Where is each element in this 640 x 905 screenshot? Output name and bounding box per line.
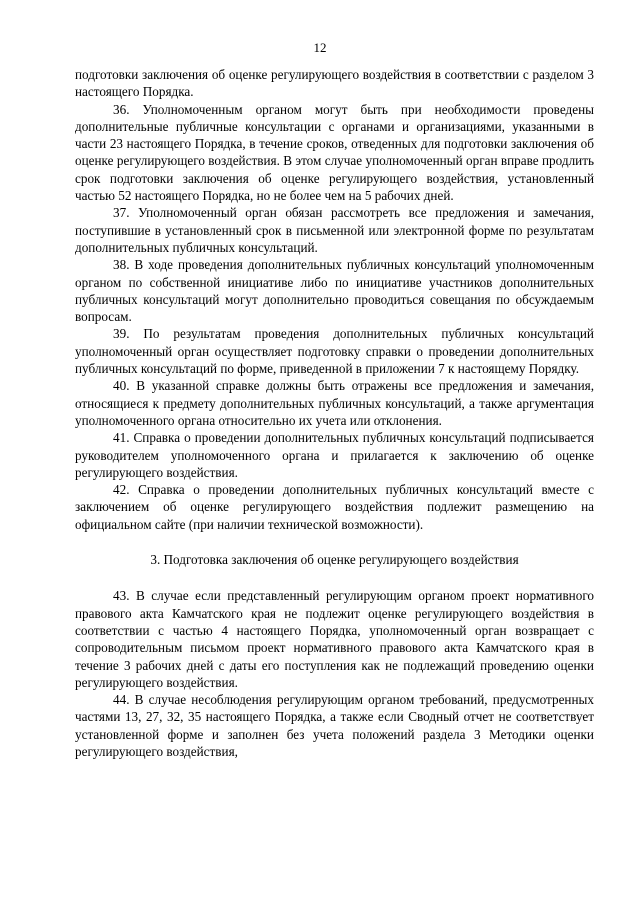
- paragraph-40: 40. В указанной справке должны быть отражены все предложения и замечания, относящиеся к предмету дополнительных публичных консультаций, а также аргументация уполномоченного органа относительно их учета или отклонения.: [75, 378, 594, 428]
- paragraph-39: 39. По результатам проведения дополнительных публичных консультаций уполномоченный орган осуществляет подготовку справки о проведении дополнительных публичных консультаций по форме, приведенной в приложении 7 к настоящему Порядку.: [75, 326, 594, 377]
- paragraph-43: 43. В случае если представленный регулирующим органом проект нормативного правового акта Камчатского края не подлежит оценке регулирующего воздействия в соответствии с частью 4 настоящего Порядка, уполномоченный орган возвращает с сопроводительным письмом проект нормативного правового акта Камчатского края в течение 3 рабочих дней с даты его поступления как не подлежащий проведению оценки регулирующего воздействия.: [75, 588, 594, 690]
- page-number: 12: [313, 40, 327, 55]
- section-title: 3. Подготовка заключения об оценке регулирующего воздействия: [150, 552, 519, 568]
- paragraph-continuation: подготовки заключения об оценке регулирующего воздействия в соответствии с разделом 3 настоящего Порядка.: [75, 67, 594, 100]
- paragraph-44: 44. В случае несоблюдения регулирующим органом требований, предусмотренных частями 13, 27, 32, 35 настоящего Порядка, а также если Сводный отчет не соответствует установленной форме и заполнен без учета положений раздела 3 Методики оценки регулирующего воздействия,: [75, 692, 594, 759]
- paragraph-41: 41. Справка о проведении дополнительных публичных консультаций подписывается руководителем уполномоченного органа и прилагается к заключению об оценке регулирующего воздействия.: [75, 430, 594, 480]
- paragraph-42: 42. Справка о проведении дополнительных публичных консультаций вместе с заключением об оценке регулирующего воздействия подлежит размещению на официальном сайте (при наличии технической возможности).: [75, 482, 594, 532]
- paragraph-36: 36. Уполномоченным органом могут быть при необходимости проведены дополнительные публичные консультации с органами и организациями, указанными в части 23 настоящего Порядка, в течение сроков, отведенных для подготовки заключения об оценке регулирующего воздействия. В этом случае уполномоченный орган вправе продлить срок подготовки заключения об оценке регулирующего воздействия, установленный частью 52 настоящего Порядка, но не более чем на 5 рабочих дней.: [75, 101, 594, 204]
- document-body: [75, 66, 594, 760]
- paragraph-37: 37. Уполномоченный орган обязан рассмотреть все предложения и замечания, поступившие в установленный срок в письменной или электронной форме по результатам дополнительных публичных консультаций.: [75, 205, 594, 255]
- paragraph-38: 38. В ходе проведения дополнительных публичных консультаций уполномоченным органом по собственной инициативе либо по инициативе участников дополнительных публичных консультаций могут дополнительно проводиться совещания по обсуждаемым вопросам.: [75, 257, 594, 325]
